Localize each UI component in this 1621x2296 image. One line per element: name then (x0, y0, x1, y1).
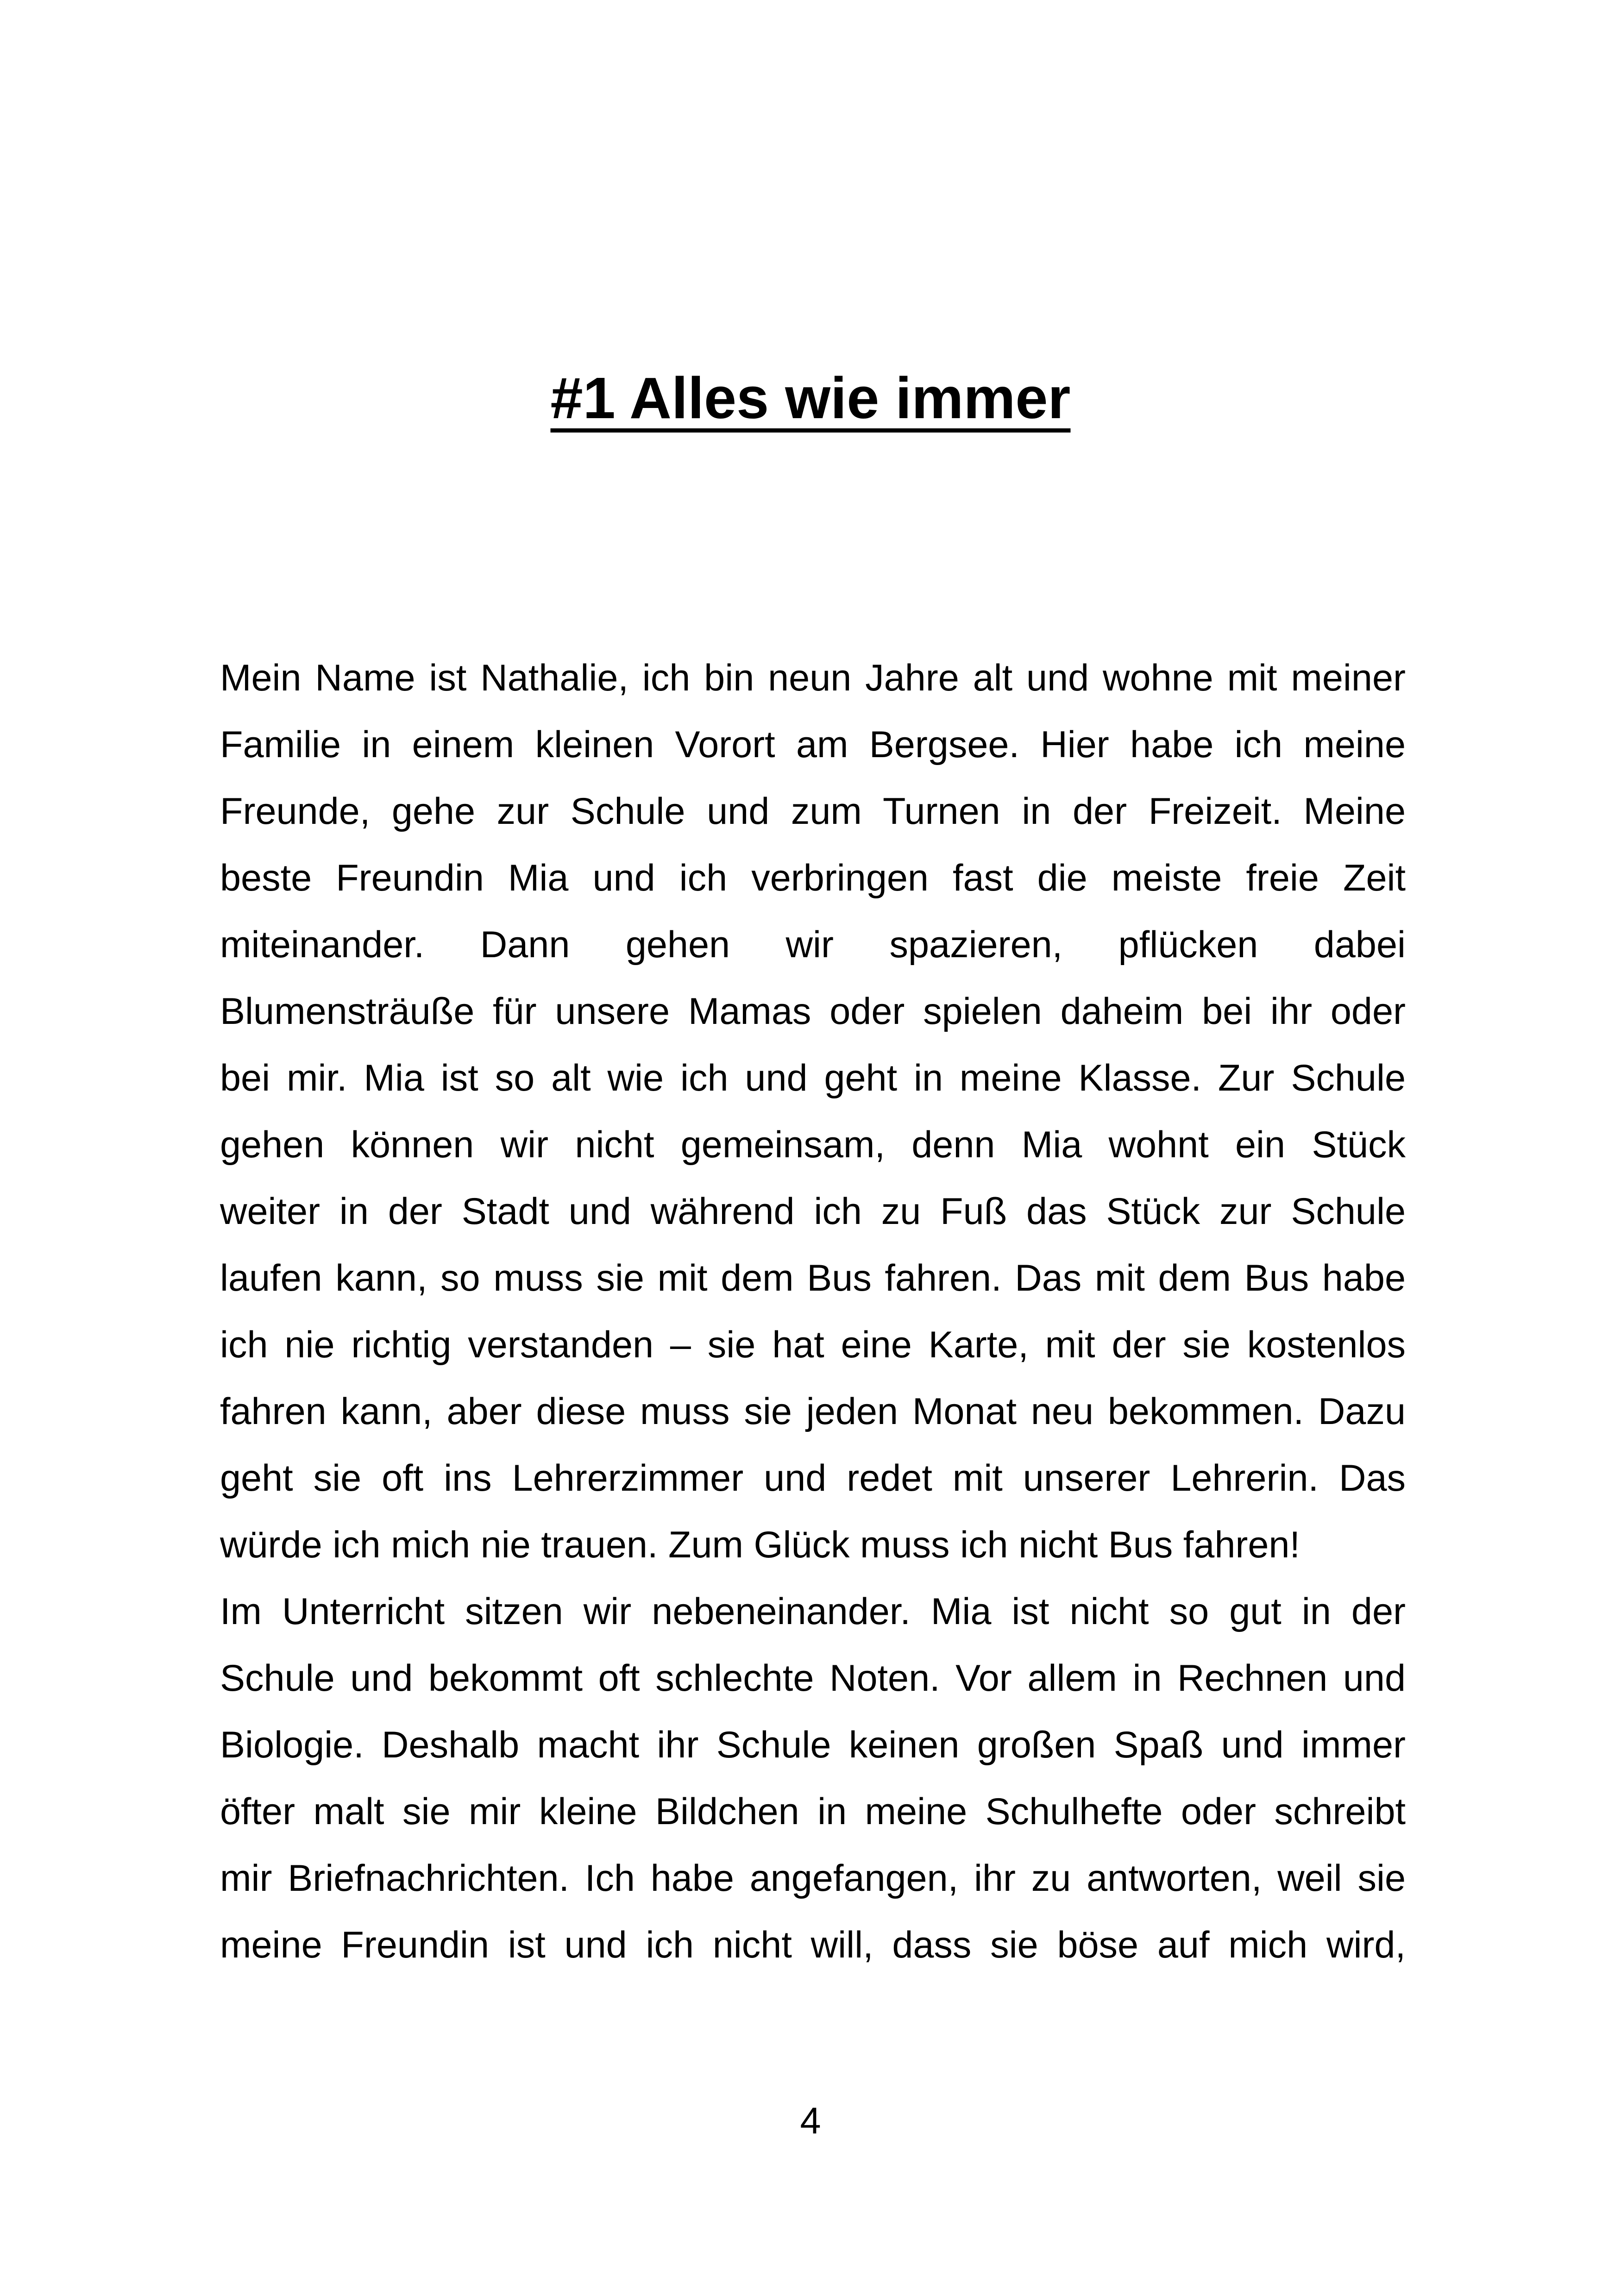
text-line: geht sie oft ins Lehrerzimmer und redet mit unserer Lehrerin. Das (220, 1457, 1406, 1499)
text-line: Biologie. Deshalb macht ihr Schule keinen großen Spaß und immer (220, 1724, 1406, 1766)
text-line: öfter malt sie mir kleine Bildchen in meine Schulhefte oder schreibt (220, 1791, 1406, 1832)
text-line: Im Unterricht sitzen wir nebeneinander. Mia ist nicht so gut in der (220, 1591, 1406, 1632)
text-line: gehen können wir nicht gemeinsam, denn Mia wohnt ein Stück (220, 1124, 1406, 1166)
text-line: Schule und bekommt oft schlechte Noten. Vor allem in Rechnen und (220, 1657, 1406, 1699)
text-line: weiter in der Stadt und während ich zu Fuß das Stück zur Schule (220, 1191, 1406, 1232)
text-line: Familie in einem kleinen Vorort am Bergsee. Hier habe ich meine (220, 724, 1406, 765)
text-line: mir Briefnachrichten. Ich habe angefangen, ihr zu antworten, weil sie (220, 1857, 1406, 1899)
text-line: miteinander. Dann gehen wir spazieren, pflücken dabei (220, 924, 1406, 966)
text-line: Blumensträuße für unsere Mamas oder spielen daheim bei ihr oder (220, 991, 1406, 1032)
text-line: würde ich mich nie trauen. Zum Glück muss ich nicht Bus fahren! (220, 1524, 1300, 1566)
text-line: beste Freundin Mia und ich verbringen fast die meiste freie Zeit (220, 857, 1406, 899)
text-line: Mein Name ist Nathalie, ich bin neun Jahre alt und wohne mit meiner (220, 657, 1406, 699)
chapter-title: #1 Alles wie immer (550, 365, 1071, 431)
chapter-heading (0, 361, 1621, 435)
text-line: bei mir. Mia ist so alt wie ich und geht in meine Klasse. Zur Schule (220, 1057, 1406, 1099)
text-line: fahren kann, aber diese muss sie jeden Monat neu bekommen. Dazu (220, 1391, 1406, 1432)
text-line: Freunde, gehe zur Schule und zum Turnen in der Freizeit. Meine (220, 790, 1406, 832)
body-text (220, 645, 1406, 1978)
page-number: 4 (800, 2100, 821, 2142)
text-line: laufen kann, so muss sie mit dem Bus fahren. Das mit dem Bus habe (220, 1257, 1406, 1299)
text-line: ich nie richtig verstanden – sie hat eine Karte, mit der sie kostenlos (220, 1324, 1406, 1366)
text-line: meine Freundin ist und ich nicht will, dass sie böse auf mich wird, (220, 1924, 1406, 1966)
